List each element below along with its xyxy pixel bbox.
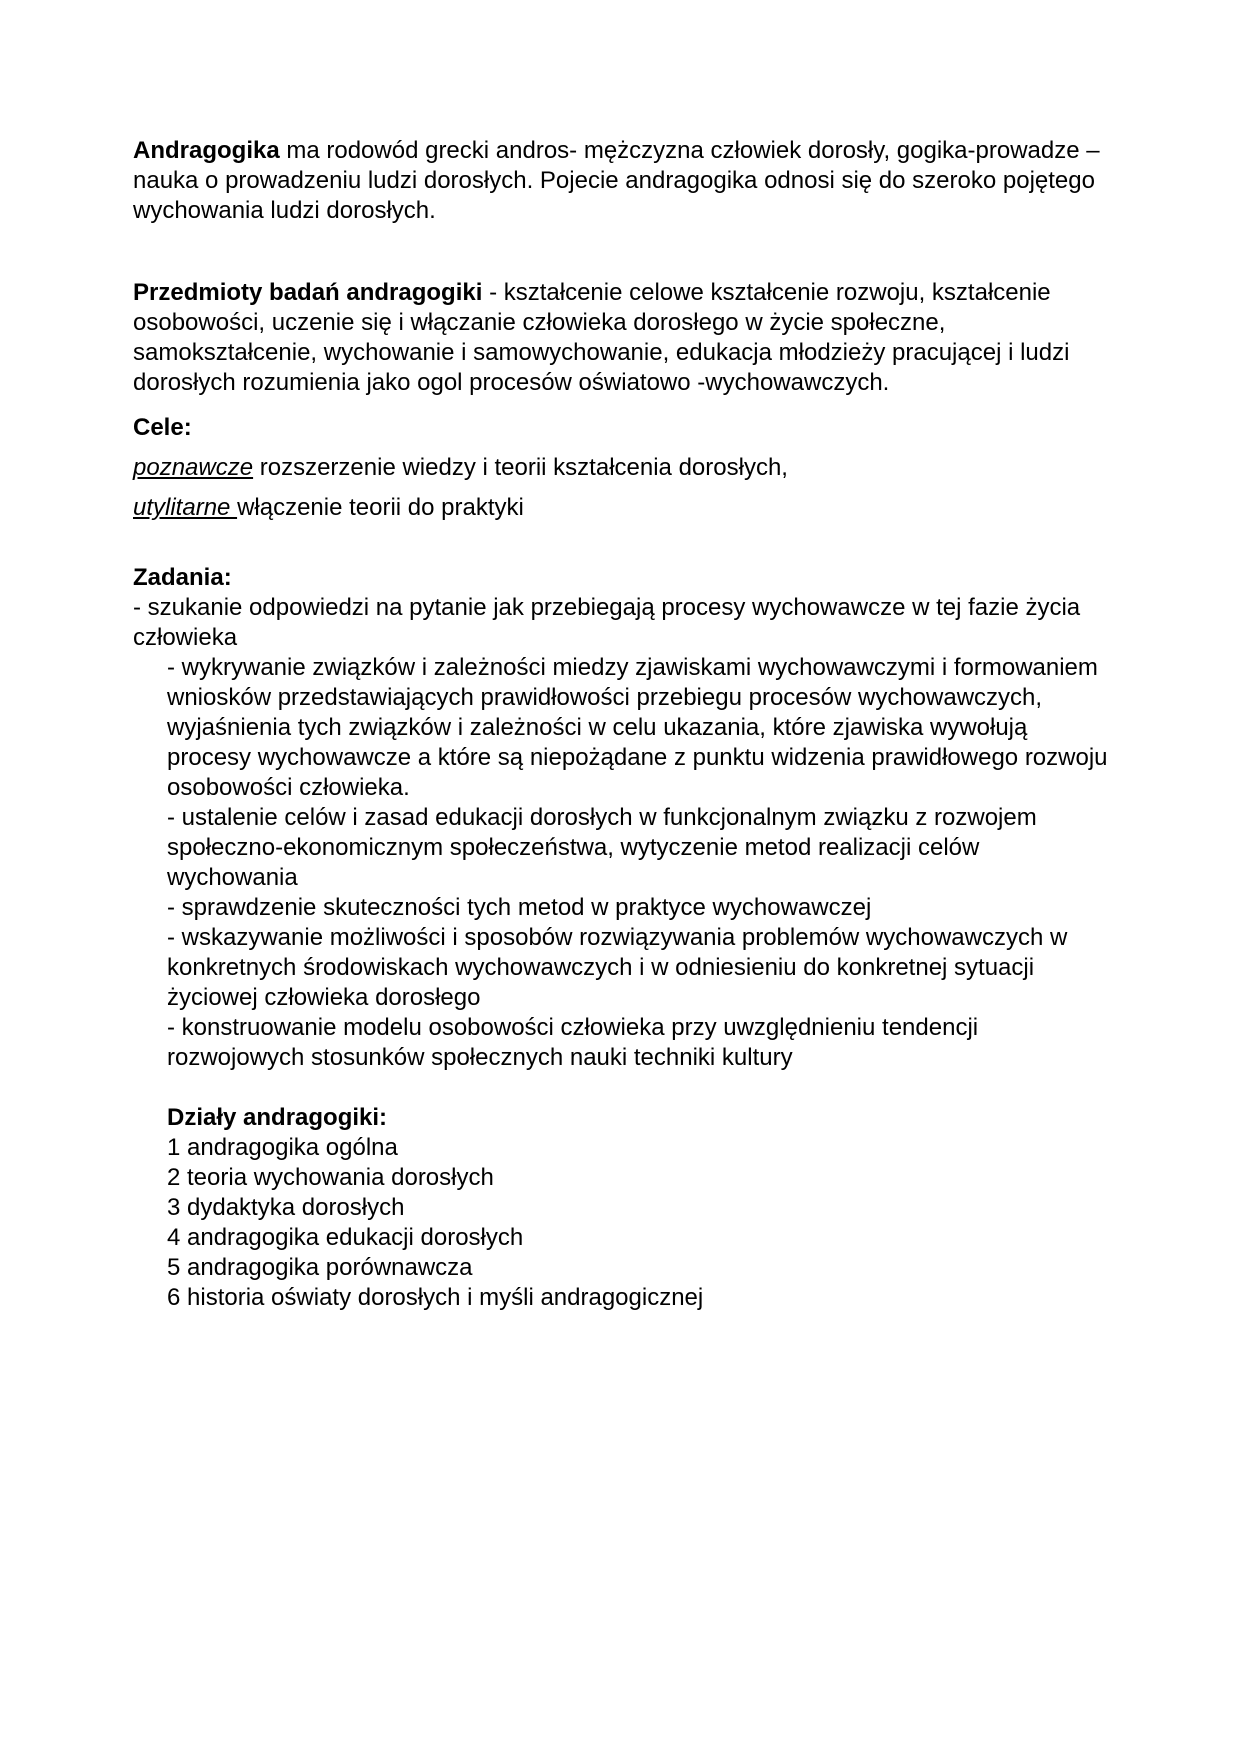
cele-item-utylitarne bbox=[133, 493, 1115, 523]
intro-paragraph bbox=[133, 136, 1115, 226]
dzialy-item: 4 andragogika edukacji dorosłych bbox=[167, 1224, 524, 1251]
dzialy-item: 6 historia oświaty dorosłych i myśli andragogicznej bbox=[167, 1284, 704, 1311]
cele-term-poznawcze: poznawcze bbox=[133, 454, 254, 481]
dzialy-item: 2 teoria wychowania dorosłych bbox=[167, 1164, 494, 1191]
przedmioty-paragraph bbox=[133, 278, 1115, 398]
cele-term-utylitarne: utylitarne bbox=[133, 494, 238, 521]
zadania-item: - wykrywanie związków i zależności miedzy zjawiskami wychowawczymi i formowaniem wniosków przedstawiających prawidłowości przebiegu procesów wychowawczych, wyjaśnienia tych związków i zależności w celu ukazania, które zjawiska wywołują procesy wychowawcze a które są niepożądane z punktu widzenia prawidłowego rozwoju osobowości człowieka. bbox=[167, 654, 1108, 801]
przedmioty-section bbox=[133, 278, 1115, 398]
zadania-item: - wskazywanie możliwości i sposobów rozwiązywania problemów wychowawczych w konkretnych środowiskach wychowawczych i w odniesieniu do konkretnej sytuacji życiowej człowieka dorosłego bbox=[167, 924, 1068, 1011]
zadania-list bbox=[133, 653, 1115, 1073]
zadania-intro: - szukanie odpowiedzi na pytanie jak przebiegają procesy wychowawcze w tej fazie życia człowieka bbox=[133, 594, 1081, 651]
dzialy-heading: Działy andragogiki: bbox=[167, 1104, 388, 1131]
dzialy-item: 5 andragogika porównawcza bbox=[167, 1254, 473, 1281]
cele-heading: Cele: bbox=[133, 414, 192, 441]
cele-item-poznawcze bbox=[133, 453, 1115, 483]
zadania-heading: Zadania: bbox=[133, 564, 232, 591]
zadania-item: - ustalenie celów i zasad edukacji dorosłych w funkcjonalnym związku z rozwojem społeczno-ekonomicznym społeczeństwa, wytyczenie metod realizacji celów wychowania bbox=[167, 804, 1037, 891]
zadania-section bbox=[133, 563, 1115, 1073]
przedmioty-lead: Przedmioty badań andragogiki bbox=[133, 279, 483, 306]
intro-text: ma rodowód grecki andros- mężczyzna człowiek dorosły, gogika-prowadze – nauka o prowadzeniu ludzi dorosłych. Pojecie andragogika odnosi się do szeroko pojętego wychowania ludzi dorosłych. bbox=[133, 137, 1100, 224]
dzialy-item: 1 andragogika ogólna bbox=[167, 1134, 398, 1161]
intro-lead: Andragogika bbox=[133, 137, 280, 164]
intro-section bbox=[133, 136, 1115, 226]
przedmioty-text: - kształcenie celowe kształcenie rozwoju, kształcenie osobowości, uczenie się i włączanie człowieka dorosłego w życie społeczne, samokształcenie, wychowanie i samowychowanie, edukacja młodzieży pracującej i ludzi dorosłych rozumienia jako ogol procesów oświatowo -wychowawczych. bbox=[133, 279, 1070, 396]
cele-text-poznawcze: rozszerzenie wiedzy i teorii kształcenia dorosłych, bbox=[253, 454, 788, 481]
zadania-item: - konstruowanie modelu osobowości człowieka przy uwzględnieniu tendencji rozwojowych stosunków społecznych nauki techniki kultury bbox=[167, 1014, 979, 1071]
zadania-item: - sprawdzenie skuteczności tych metod w praktyce wychowawczej bbox=[167, 894, 872, 921]
cele-text-utylitarne: włączenie teorii do praktyki bbox=[237, 494, 524, 521]
cele-section bbox=[133, 413, 1115, 523]
dzialy-item: 3 dydaktyka dorosłych bbox=[167, 1194, 405, 1221]
dzialy-section bbox=[133, 1103, 1115, 1313]
